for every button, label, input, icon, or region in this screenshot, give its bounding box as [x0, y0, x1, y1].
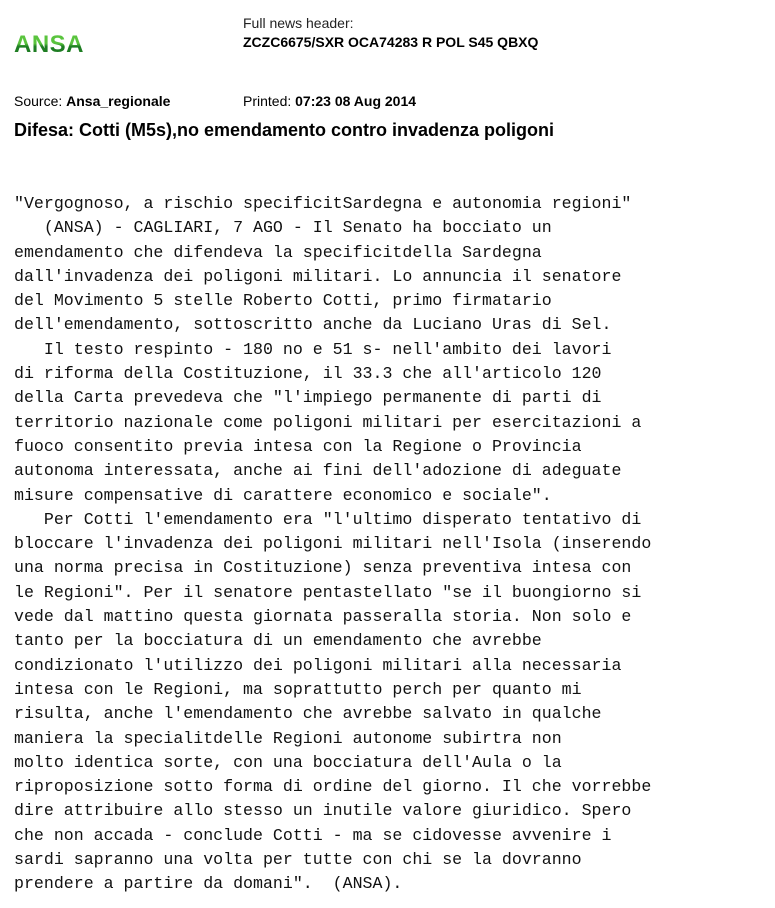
full-news-header-label: Full news header: [243, 15, 354, 31]
article-line: intesa con le Regioni, ma soprattutto perch per quanto mi [14, 679, 582, 699]
article-line: (ANSA) - CAGLIARI, 7 AGO - Il Senato ha bocciato un [14, 218, 552, 238]
article-line: vede dal mattino questa giornata passeralla storia. Non solo e [14, 607, 632, 627]
ansa-logo: ANSA [14, 31, 85, 58]
printed-label: Printed: [243, 93, 292, 109]
article-line: del Movimento 5 stelle Roberto Cotti, primo firmatario [14, 291, 552, 311]
printed-value: 07:23 08 Aug 2014 [295, 93, 417, 109]
article-line: "Vergognoso, a rischio specificitSardegna e autonomia regioni" [14, 194, 632, 213]
article-line: bloccare l'invadenza dei poligoni militari nell'Isola (inserendo [14, 534, 652, 554]
article-line: risulta, anche l'emendamento che avrebbe salvato in qualche [14, 704, 602, 724]
source-value: Ansa_regionale [66, 93, 171, 109]
article-line: Il testo respinto - 180 no e 51 s- nell'ambito dei lavori [14, 339, 612, 359]
article-line: condizionato l'utilizzo dei poligoni militari alla necessaria [14, 655, 622, 675]
article-line: emendamento che difendeva la specificitdella Sardegna [14, 242, 542, 262]
article-line: riproposizione sotto forma di ordine del giorno. Il che vorrebbe [14, 777, 652, 797]
source-label: Source: [14, 93, 63, 109]
article-title: Difesa: Cotti (M5s),no emendamento contro invadenza poligoni [14, 120, 555, 140]
article-line: le Regioni". Per il senatore pentastellato "se il buongiorno si [14, 582, 642, 602]
article-line: Per Cotti l'emendamento era "l'ultimo disperato tentativo di [14, 509, 642, 529]
article-line: territorio nazionale come poligoni militari per esercitazioni a [14, 412, 642, 432]
news-code: ZCZC6675/SXR OCA74283 R POL S45 QBXQ [243, 34, 539, 50]
article-line: molto identica sorte, con una bocciatura dell'Aula o la [14, 752, 562, 772]
article-line: della Carta prevedeva che "l'impiego permanente di parti di [14, 388, 602, 408]
article-line: di riforma della Costituzione, il 33.3 che all'articolo 120 [14, 364, 602, 384]
article-line: misure compensative di carattere economico e sociale". [14, 485, 552, 505]
article-line: dell'emendamento, sottoscritto anche da Luciano Uras di Sel. [14, 315, 612, 335]
article-body [14, 192, 774, 897]
article-line: fuoco consentito previa intesa con la Regione o Provincia [14, 436, 582, 456]
article-line: autonoma interessata, anche ai fini dell'adozione di adeguate [14, 461, 622, 481]
article-line: dire attribuire allo stesso un inutile valore giuridico. Spero [14, 801, 632, 821]
printed-line [243, 93, 416, 109]
article-line: sardi sapranno una volta per tutte con chi se la dovranno [14, 850, 582, 870]
article-line: maniera la specialitdelle Regioni autonome subirtra non [14, 728, 562, 748]
article-line: tanto per la bocciatura di un emendamento che avrebbe [14, 631, 542, 651]
source-line [14, 93, 170, 109]
article-line: che non accada - conclude Cotti - ma se cidovesse avvenire i [14, 825, 612, 845]
article-line: prendere a partire da domani". (ANSA). [14, 874, 403, 894]
article-line: una norma precisa in Costituzione) senza preventiva intesa con [14, 558, 632, 578]
article-line: dall'invadenza dei poligoni militari. Lo annuncia il senatore [14, 266, 622, 286]
